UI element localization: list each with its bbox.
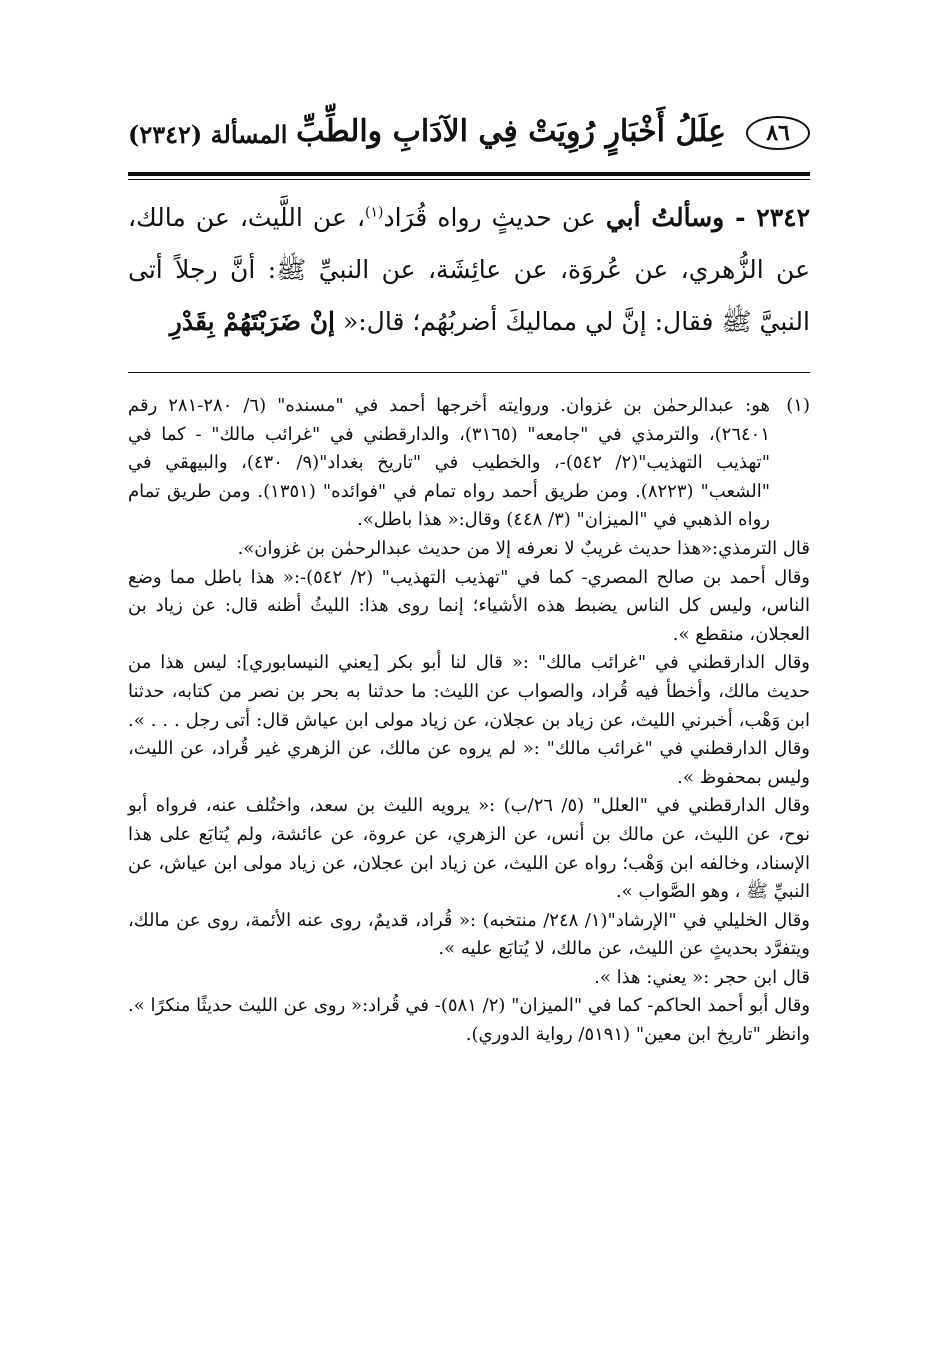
footnote-paragraph-2: قال الترمذي:«هذا حديث غريبٌ لا نعرفه إلا من حديث عبدالرحمٰن بن غزوان». bbox=[237, 537, 810, 559]
hadith-text: إنْ ضَرَبْتَهُمْ بِقَدْرِ bbox=[169, 307, 335, 336]
footnote-paragraph-5: وقال الدارقطني في "العلل" (٥/ ٢٦/ب) :« يرويه الليث بن سعد، واختُلف عنه، فرواه أبو نوح، عن الليث، عن مالك بن أنس، عن الزهري، عن عروة، عن عائشة، ولم يُتابَع على هذا الإسناد، وخالفه ابن وَهْب؛ رواه عن الليث، عن زياد ابن عجلان، عن زياد مولى ابن عياش، عن النبيِّ ﷺ ، وهو الصَّواب ». bbox=[128, 795, 810, 903]
footnote-paragraph-3: وقال أحمد بن صالح المصري- كما في "تهذيب التهذيب" (٢/ ٥٤٢)-:« هذا باطل مما وضع الناس، وليس كل الناس يضبط هذه الأشياء؛ إنما روى هذا: الليثُ أظنه قال: عن زياد بن العجلان، منقطع ». bbox=[128, 566, 810, 645]
footnote-reference: (١) bbox=[365, 204, 384, 221]
footnotes bbox=[128, 392, 810, 1050]
main-text bbox=[128, 192, 810, 348]
issue-number: ٢٣٤٢ - bbox=[724, 203, 810, 232]
footnote-separator bbox=[128, 372, 810, 373]
main-text-part2: ، عن اللَّيث، عن مالك، عن الزُّهري، عن عُروَة، عن عائِشَة، عن النبيِّ ﷺ: أنَّ رجلاً أتى النبيَّ ﷺ فقال: إنَّ لي مماليكَ أضربُهُم؛ قال:« bbox=[128, 203, 810, 336]
footnote-paragraph-6: وقال الخليلي في "الإرشاد"(١/ ٢٤٨/ منتخبه) :« قُراد، قديمٌ، روى عنه الأئمة، روى عن مالك، ويتفرَّد بحديثٍ عن الليث، عن مالك، لا يُتابَع عليه ». bbox=[128, 909, 810, 960]
header-rule-thin bbox=[128, 179, 810, 180]
footnote-marker: (١) bbox=[786, 395, 810, 416]
footnote-paragraph-7: قال ابن حجر :« يعني: هذا ». bbox=[594, 966, 810, 988]
footnote-paragraph-1 bbox=[128, 392, 810, 535]
page-header bbox=[128, 112, 810, 162]
issue-label: المسألة (٢٣٤٢) bbox=[128, 120, 288, 149]
footnote-paragraph-4: وقال الدارقطني في "غرائب مالك" :« قال لنا أبو بكر [يعني النيسابوري]: ليس هذا من حديث مالك، وأخطأ فيه قُراد، والصواب عن الليث: ما حدثنا به بحر بن نصر من كتابه، حدثنا ابن وَهْب، أخبرني الليث، عن زياد بن عجلان، عن زياد مولى ابن عياش قال: أتى رجل . . . ». وقال الدارقطني في "غرائب مالك" :« لم يروه عن مالك، عن الزهري غير قُراد، عن الليث، وليس بمحفوظ ». bbox=[128, 652, 810, 788]
header-rule-thick bbox=[128, 172, 810, 176]
main-text-part1: عن حديثٍ رواه قُرَاد bbox=[383, 203, 606, 232]
footnote-paragraph-1-text: هو: عبدالرحمٰن بن غزوان. وروايته أخرجها أحمد في "مسنده" (٦/ ٢٨٠-٢٨١ رقم ٢٦٤٠١)، والترمذي في "جامعه" (٣١٦٥)، والدارقطني في "غرائب مالك" - كما في "تهذيب التهذيب"(٢/ ٥٤٢)-، والخطيب في "تاريخ بغداد"(٩/ ٤٣٠)، والبيهقي في "الشعب" (٨٢٢٣). ومن طريق أحمد رواه تمام في "فوائده" (١٣٥١). ومن طريق تمام رواه الذهبي في "الميزان" (٣/ ٤٤٨) وقال:« هذا باطل». bbox=[128, 395, 770, 531]
question-lead: وسألتُ أبي bbox=[605, 203, 725, 232]
footnote-paragraph-8: وقال أبو أحمد الحاكم- كما في "الميزان" (٢/ ٥٨١)- في قُراد:« روى عن الليث حديثًا منكرًا ». وانظر "تاريخ ابن معين" (٥١٩١/ رواية الدوري). bbox=[128, 995, 811, 1046]
page-number: ٨٦ bbox=[746, 116, 810, 150]
running-title: عِلَلُ أَخْبَارٍ رُوِيَتْ فِي الآدَابِ والطِّبِّ bbox=[296, 114, 726, 149]
